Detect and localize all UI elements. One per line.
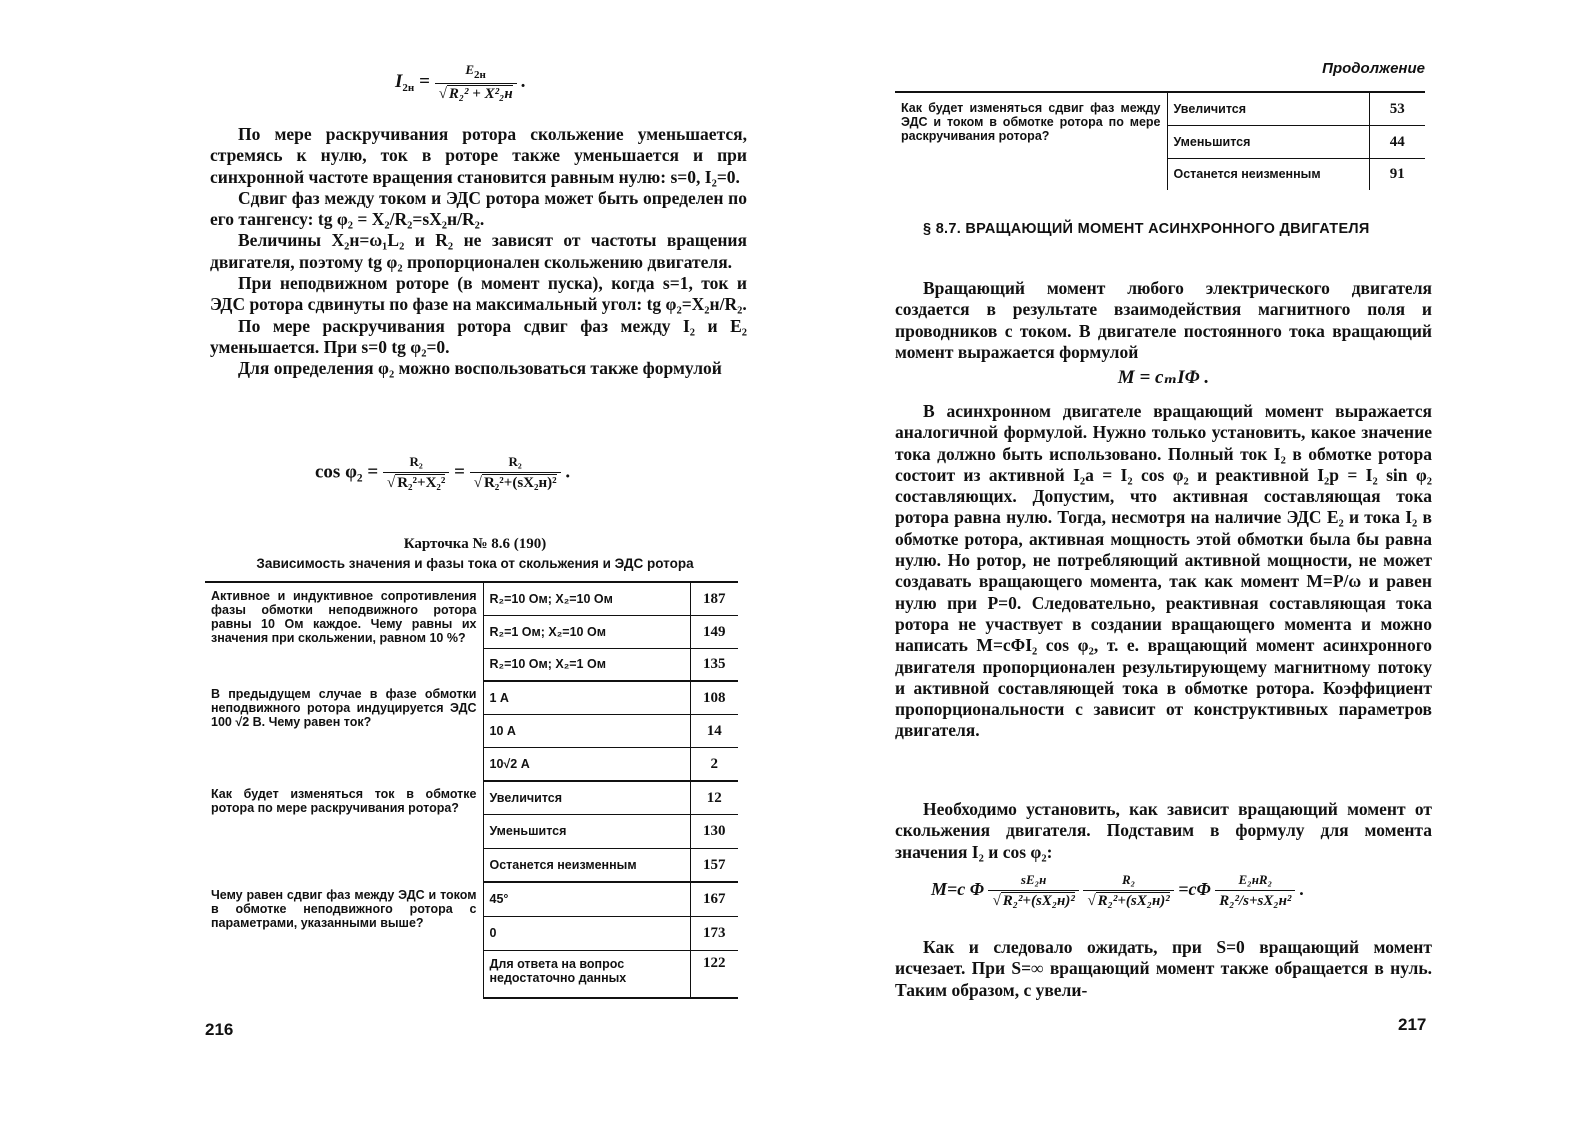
page-number: 216 xyxy=(205,1020,234,1039)
code-cell: 167 xyxy=(690,882,738,916)
body-text-left xyxy=(210,124,747,380)
paragraph: Сдвиг фаз между током и ЭДС ротора может быть определен по его тангенсу: tg φ₂ = X₂/R₂=sX₂н/R₂. xyxy=(210,187,747,230)
table-row xyxy=(205,781,738,814)
answer-cell: 0 xyxy=(483,916,690,950)
answer-cell: R₂=10 Ом; X₂=1 Ом xyxy=(483,648,690,681)
answer-cell: Увеличится xyxy=(483,781,690,814)
question-cell: В предыдущем случае в фазе обмотки неподвижного ротора индуцируется ЭДС 100 √2 В. Чему равен ток? xyxy=(205,681,483,781)
paragraph: По мере раскручивания ротора сдвиг фаз между I₂ и E₂ уменьшается. При s=0 tg φ₂=0. xyxy=(210,315,747,357)
paragraph: Величины X₂н=ω₁L₂ и R₂ не зависят от частоты вращения двигателя, поэтому tg φ₂ пропорционален скольжению двигателя. xyxy=(210,230,747,272)
paragraph: В асинхронном двигателе вращающий момент выражается аналогичной формулой. Нужно только установить, какое значение тока должно быть использовано. Полный ток I₂ в обмотке ротора состоит из активной I₂а = I₂ cos φ₂ и реактивной I₂р = I₂ sin φ₂ составляющих. Допустим, что активная составляющая тока ротора равна нулю. Тогда, несмотря на наличие ЭДС E₂ и тока I₂ в обмотке ротора, активная мощность этой обмотки была бы равна нулю. Но ротор, не потребляющий активной мощности, не может создавать вращающего момента, так как момент M=P/ω и равен нулю при P=0. Следовательно, реактивная составляющая тока ротора не участвует в создании вращающего момента и можно написать M=cΦI₂ cos φ₂, т. е. вращающий момент асинхронного двигателя пропорционален результирующему магнитному потоку и активной составляющей тока в обмотке ротора. Коэффициент пропорциональности c зависит от конструктивных параметров двигателя. xyxy=(895,401,1432,741)
code-cell: 44 xyxy=(1369,125,1425,158)
answer-cell: 45° xyxy=(483,882,690,916)
paragraph: При неподвижном роторе (в момент пуска), когда s=1, ток и ЭДС ротора сдвинуты по фазе на максимальный угол: tg φ₂=X₂н/R₂. xyxy=(210,273,747,315)
question-cell: Как будет изменяться ток в обмотке ротора по мере раскручивания ротора? xyxy=(205,781,483,882)
continuation-label: Продолжение xyxy=(1322,60,1425,77)
code-cell: 149 xyxy=(690,615,738,648)
answer-cell: Останется неизменным xyxy=(483,848,690,882)
section-heading: § 8.7. ВРАЩАЮЩИЙ МОМЕНТ АСИНХРОННОГО ДВИГАТЕЛЯ xyxy=(923,221,1370,237)
card-title: Карточка № 8.6 (190) xyxy=(403,536,547,552)
continuation-table xyxy=(895,91,1425,190)
card-subtitle: Зависимость значения и фазы тока от скольжения и ЭДС ротора xyxy=(256,556,694,571)
answer-cell: Для ответа на вопрос недостаточно данных xyxy=(483,950,690,998)
page-number: 217 xyxy=(1398,1015,1427,1034)
code-cell: 173 xyxy=(690,916,738,950)
question-cell: Чему равен сдвиг фаз между ЭДС и током в обмотке неподвижного ротора с параметрами, указанными выше? xyxy=(205,882,483,998)
code-cell: 91 xyxy=(1389,166,1405,183)
code-cell: 157 xyxy=(690,848,738,882)
code-cell: 53 xyxy=(1369,92,1425,125)
paragraph: Необходимо установить, как зависит вращающий момент от скольжения двигателя. Подставим в формулу для момента значения I₂ и cos φ₂: xyxy=(895,799,1432,862)
table-row xyxy=(205,681,738,714)
answer-cell: R₂=1 Ом; X₂=10 Ом xyxy=(483,615,690,648)
table-row xyxy=(895,92,1425,125)
paragraph: Для определения φ₂ можно воспользоваться также формулой xyxy=(238,358,722,379)
table-row xyxy=(205,582,738,615)
code-cell: 14 xyxy=(690,714,738,747)
answer-cell: Увеличится xyxy=(1167,92,1369,125)
paragraph: По мере раскручивания ротора скольжение уменьшается, стремясь к нулю, ток в роторе также уменьшается и при синхронной частоте вращения становится равным нулю: s=0, I₂=0. xyxy=(210,124,747,187)
formula-moment-slip: M=c Φ $\frac{\text{sE₂н}}{\text{√ R₂²+(sX₂н)²}}$ $\frac{\text{R₂}}{\text{√ R₂²+(sX₂н)²}}$ =cΦ $\frac{\text{E₂нR₂}}{\text{R₂²/s+sX₂н²}}$ . xyxy=(931,872,1305,909)
table-row xyxy=(205,882,738,916)
answer-cell: Уменьшится xyxy=(483,814,690,848)
right-page xyxy=(895,0,1435,1126)
answer-cell: 10√2 А xyxy=(483,747,690,781)
answer-cell: 1 А xyxy=(483,681,690,714)
formula-cos-phi2: cos φ₂ = $\frac{\text{R₂}}{\text{√ R₂²+X₂²}}$ = $\frac{\text{R₂}}{\text{√ R₂²+(sX₂н)²}}$ . xyxy=(315,454,571,491)
answer-cell: Уменьшится xyxy=(1167,125,1369,158)
question-cell: Как будет изменяться сдвиг фаз между ЭДС и током в обмотке ротора по мере раскручивания ротора? xyxy=(895,92,1167,190)
code-cell: 2 xyxy=(690,747,738,781)
answer-cell: R₂=10 Ом; X₂=10 Ом xyxy=(483,582,690,615)
card-table xyxy=(205,581,738,999)
question-cell: Активное и индуктивное сопротивления фазы обмотки неподвижного ротора равны 10 Ом каждое. Чему равны их значения при скольжении, равном 10 %? xyxy=(205,582,483,681)
code-cell: 12 xyxy=(690,781,738,814)
formula-dc-moment: M = cₘIΦ . xyxy=(1117,367,1210,388)
left-page xyxy=(205,0,745,1126)
formula-i2n: $I_{2н}$ = $\frac{E_{2н}}{\text{√ R₂² + X²₂н}}$ . xyxy=(395,62,527,102)
answer-cell: 10 А xyxy=(483,714,690,747)
paragraph: Вращающий момент любого электрического двигателя создается в результате взаимодействия магнитного поля и проводников с током. В двигателе постоянного тока вращающий момент выражается формулой xyxy=(895,278,1432,362)
code-cell: 135 xyxy=(690,648,738,681)
code-cell: 130 xyxy=(690,814,738,848)
code-cell: 187 xyxy=(690,582,738,615)
code-cell: 108 xyxy=(690,681,738,714)
code-cell: 122 xyxy=(690,950,738,998)
answer-cell: Останется неизменным xyxy=(1167,158,1369,190)
paragraph: Как и следовало ожидать, при S=0 вращающий момент исчезает. При S=∞ вращающий момент также обращается в нуль. Таким образом, с увели- xyxy=(895,937,1432,1000)
